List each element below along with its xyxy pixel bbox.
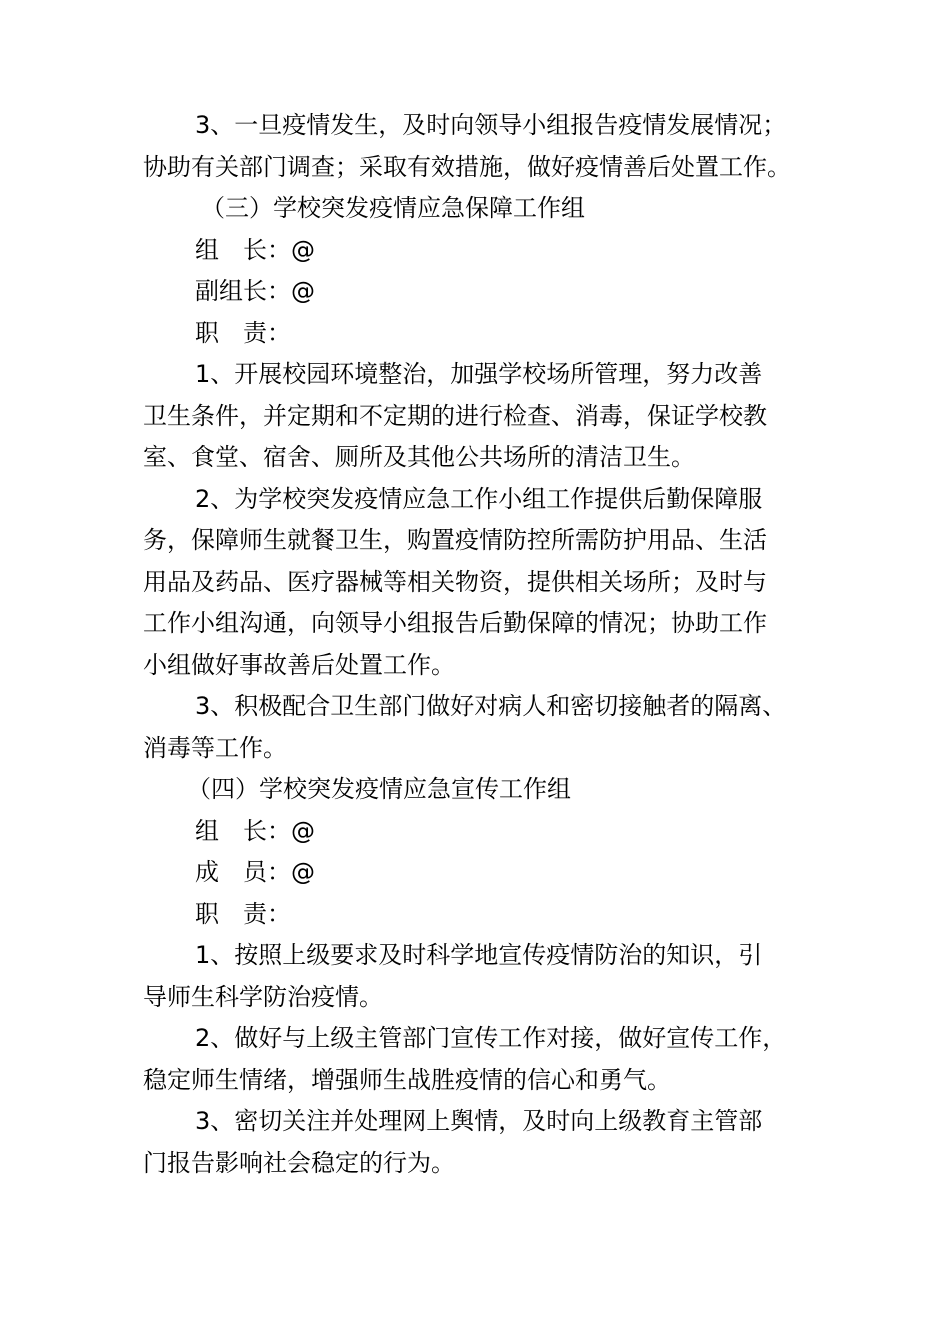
section-heading: （三）学校突发疫情应急保障工作组	[201, 194, 585, 222]
paragraph-line: 门报告影响社会稳定的行为。	[143, 1148, 455, 1177]
paragraph-line: 1、按照上级要求及时科学地宣传疫情防治的知识，引	[195, 941, 763, 969]
paragraph-line: 协助有关部门调查；采取有效措施，做好疫情善后处置工作。	[143, 152, 791, 181]
member-line: 成 员：@	[195, 858, 315, 886]
section-heading: （四）学校突发疫情应急宣传工作组	[187, 775, 571, 803]
paragraph-line: 室、食堂、宿舍、厕所及其他公共场所的清洁卫生。	[143, 443, 695, 471]
duties-heading: 职 责：	[195, 899, 291, 928]
group-leader-line: 组 长：@	[195, 816, 315, 845]
paragraph-line: 3、一旦疫情发生，及时向领导小组报告疫情发展情况；	[195, 111, 787, 139]
group-leader-line: 组 长：@	[195, 235, 315, 264]
duties-heading: 职 责：	[195, 318, 291, 347]
paragraph-line: 消毒等工作。	[143, 733, 287, 762]
paragraph-line: 导师生科学防治疫情。	[143, 982, 383, 1011]
paragraph-line: 用品及药品、医疗器械等相关物资，提供相关场所；及时与	[143, 567, 767, 596]
paragraph-line: 工作小组沟通，向领导小组报告后勤保障的情况；协助工作	[143, 609, 767, 637]
paragraph-line: 卫生条件，并定期和不定期的进行检查、消毒，保证学校教	[143, 401, 767, 430]
document-body	[143, 105, 823, 1184]
paragraph-line: 小组做好事故善后处置工作。	[143, 650, 455, 679]
paragraph-line: 1、开展校园环境整治，加强学校场所管理，努力改善	[195, 360, 763, 388]
deputy-leader-line: 副组长：@	[195, 277, 315, 305]
paragraph-line: 3、积极配合卫生部门做好对病人和密切接触者的隔离、	[195, 692, 787, 720]
paragraph-line: 务，保障师生就餐卫生，购置疫情防控所需防护用品、生活	[143, 526, 767, 554]
paragraph-line: 3、密切关注并处理网上舆情，及时向上级教育主管部	[195, 1107, 763, 1135]
paragraph-line: 稳定师生情绪，增强师生战胜疫情的信心和勇气。	[143, 1065, 671, 1094]
paragraph-line: 2、为学校突发疫情应急工作小组工作提供后勤保障服	[195, 484, 763, 513]
paragraph-line: 2、做好与上级主管部门宣传工作对接，做好宣传工作，	[195, 1024, 787, 1052]
